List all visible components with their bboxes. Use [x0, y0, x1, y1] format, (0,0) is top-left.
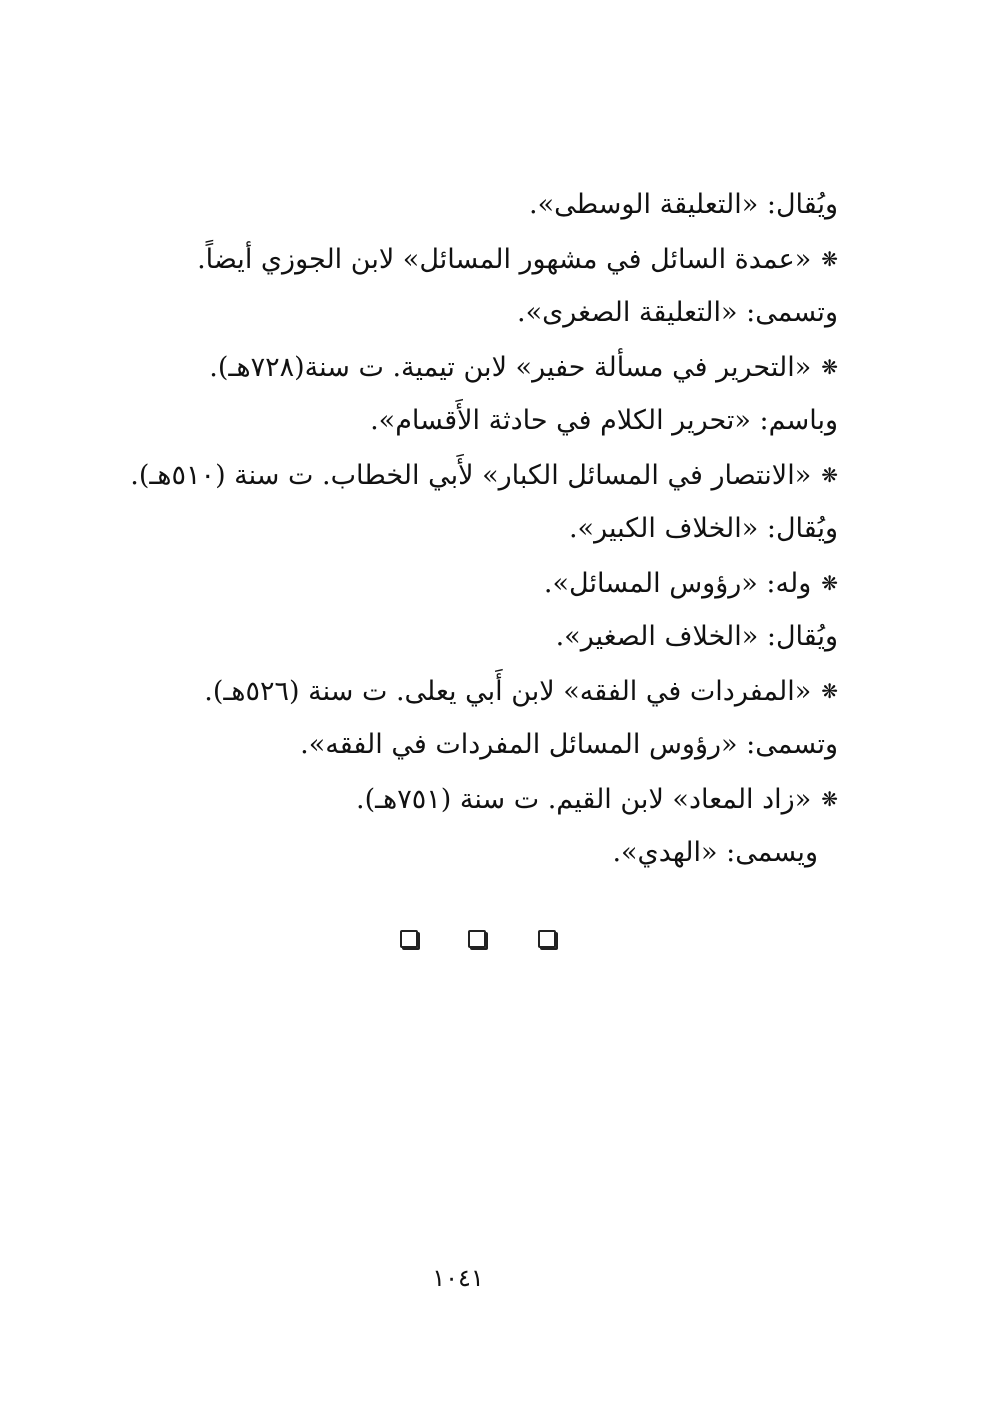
line-text: وتسمى: «التعليقة الصغرى». — [517, 297, 838, 328]
asterisk-bullet-icon: ❋ — [821, 463, 838, 487]
line-text: ويُقال: «الخلاف الصغير». — [555, 621, 838, 652]
page-number: ١٠٤١ — [432, 1264, 484, 1292]
text-line-9 — [138, 610, 838, 664]
asterisk-bullet-icon: ❋ — [821, 355, 838, 379]
line-text: ويسمى: «الهدي». — [612, 837, 818, 868]
asterisk-bullet-icon: ❋ — [821, 787, 838, 811]
line-text: «المفردات في الفقه» لابن أَبي يعلى. ت سنة (٥٢٦هـ). — [204, 676, 812, 707]
asterisk-bullet-icon: ❋ — [821, 247, 838, 271]
line-text: وتسمى: «رؤوس المسائل المفردات في الفقه». — [300, 729, 838, 760]
line-text: «عمدة السائل في مشهور المسائل» لابن الجوزي أيضاً. — [197, 244, 812, 275]
text-line-7 — [138, 502, 838, 556]
text-line-11 — [138, 718, 838, 772]
line-text: «الانتصار في المسائل الكبار» لأَبي الخطاب. ت سنة (٥١٠هـ). — [130, 460, 812, 491]
line-text: «زاد المعاد» لابن القيم. ت سنة (٧٥١هـ). — [355, 784, 812, 815]
text-line-1 — [138, 178, 838, 232]
text-line-3 — [138, 286, 838, 340]
text-line-2 — [138, 232, 838, 286]
section-end-ornaments — [0, 930, 996, 954]
line-text: وباسم: «تحرير الكلام في حادثة الأَقسام». — [370, 405, 838, 436]
text-block — [130, 178, 838, 880]
text-line-4 — [138, 340, 838, 394]
text-line-5 — [138, 394, 838, 448]
text-line-6 — [130, 448, 838, 502]
text-line-8 — [138, 556, 838, 610]
line-text: ويُقال: «التعليقة الوسطى». — [528, 189, 838, 220]
text-line-13 — [138, 826, 838, 880]
square-ornament-icon — [400, 930, 418, 948]
text-line-10 — [138, 664, 838, 718]
text-line-12 — [138, 772, 838, 826]
line-text: وله: «رؤوس المسائل». — [543, 568, 812, 599]
asterisk-bullet-icon: ❋ — [821, 571, 838, 595]
line-text: ويُقال: «الخلاف الكبير». — [568, 513, 838, 544]
square-ornament-icon — [538, 930, 556, 948]
square-ornament-icon — [468, 930, 486, 948]
line-text: «التحرير في مسألة حفير» لابن تيمية. ت سنة(٧٢٨هـ). — [209, 352, 812, 383]
asterisk-bullet-icon: ❋ — [821, 679, 838, 703]
